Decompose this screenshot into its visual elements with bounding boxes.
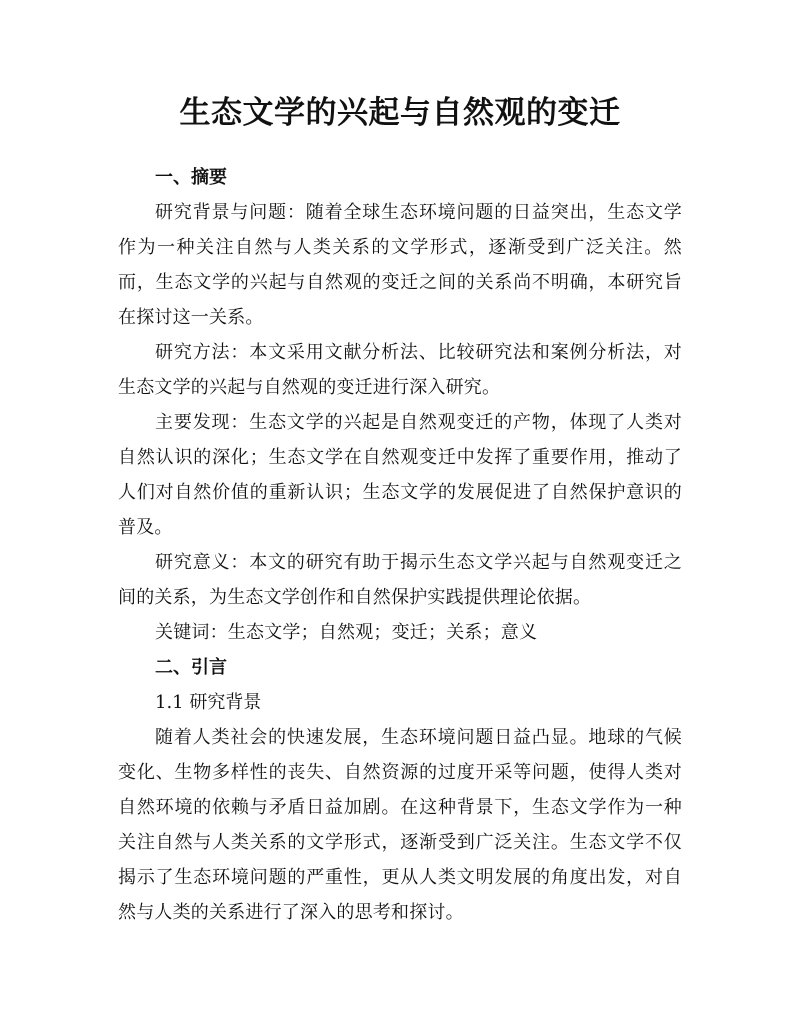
section-heading-abstract: 一、摘要 bbox=[155, 167, 227, 188]
keywords-line: 关键词：生态文学；自然观；变迁；关系；意义 bbox=[155, 622, 538, 643]
abstract-background-paragraph: 研究背景与问题：随着全球生态环境问题的日益突出，生态文学作为一种关注自然与人类关系的文学形式，逐渐受到广泛关注。然而，生态文学的兴起与自然观的变迁之间的关系尚不明确，本研究旨在探讨这一关系。 bbox=[118, 202, 682, 328]
abstract-findings-paragraph: 主要发现：生态文学的兴起是自然观变迁的产物，体现了人类对自然认识的深化；生态文学在自然观变迁中发挥了重要作用，推动了人们对自然价值的重新认识；生态文学的发展促进了自然保护意识的普及。 bbox=[118, 412, 682, 538]
abstract-significance-paragraph: 研究意义：本文的研究有助于揭示生态文学兴起与自然观变迁之间的关系，为生态文学创作和自然保护实践提供理论依据。 bbox=[118, 552, 682, 608]
section-heading-introduction: 二、引言 bbox=[155, 657, 227, 678]
abstract-methods-paragraph: 研究方法：本文采用文献分析法、比较研究法和案例分析法，对生态文学的兴起与自然观的变迁进行深入研究。 bbox=[118, 342, 682, 398]
introduction-background-paragraph: 随着人类社会的快速发展，生态环境问题日益凸显。地球的气候变化、生物多样性的丧失、自然资源的过度开采等问题，使得人类对自然环境的依赖与矛盾日益加剧。在这种背景下，生态文学作为一种关注自然与人类关系的文学形式，逐渐受到广泛关注。生态文学不仅揭示了生态环境问题的严重性，更从人类文明发展的角度出发，对自然与人类的关系进行了深入的思考和探讨。 bbox=[118, 727, 682, 923]
document-title: 生态文学的兴起与自然观的变迁 bbox=[179, 95, 621, 131]
subsection-title-background: 1.1 研究背景 bbox=[155, 692, 262, 713]
